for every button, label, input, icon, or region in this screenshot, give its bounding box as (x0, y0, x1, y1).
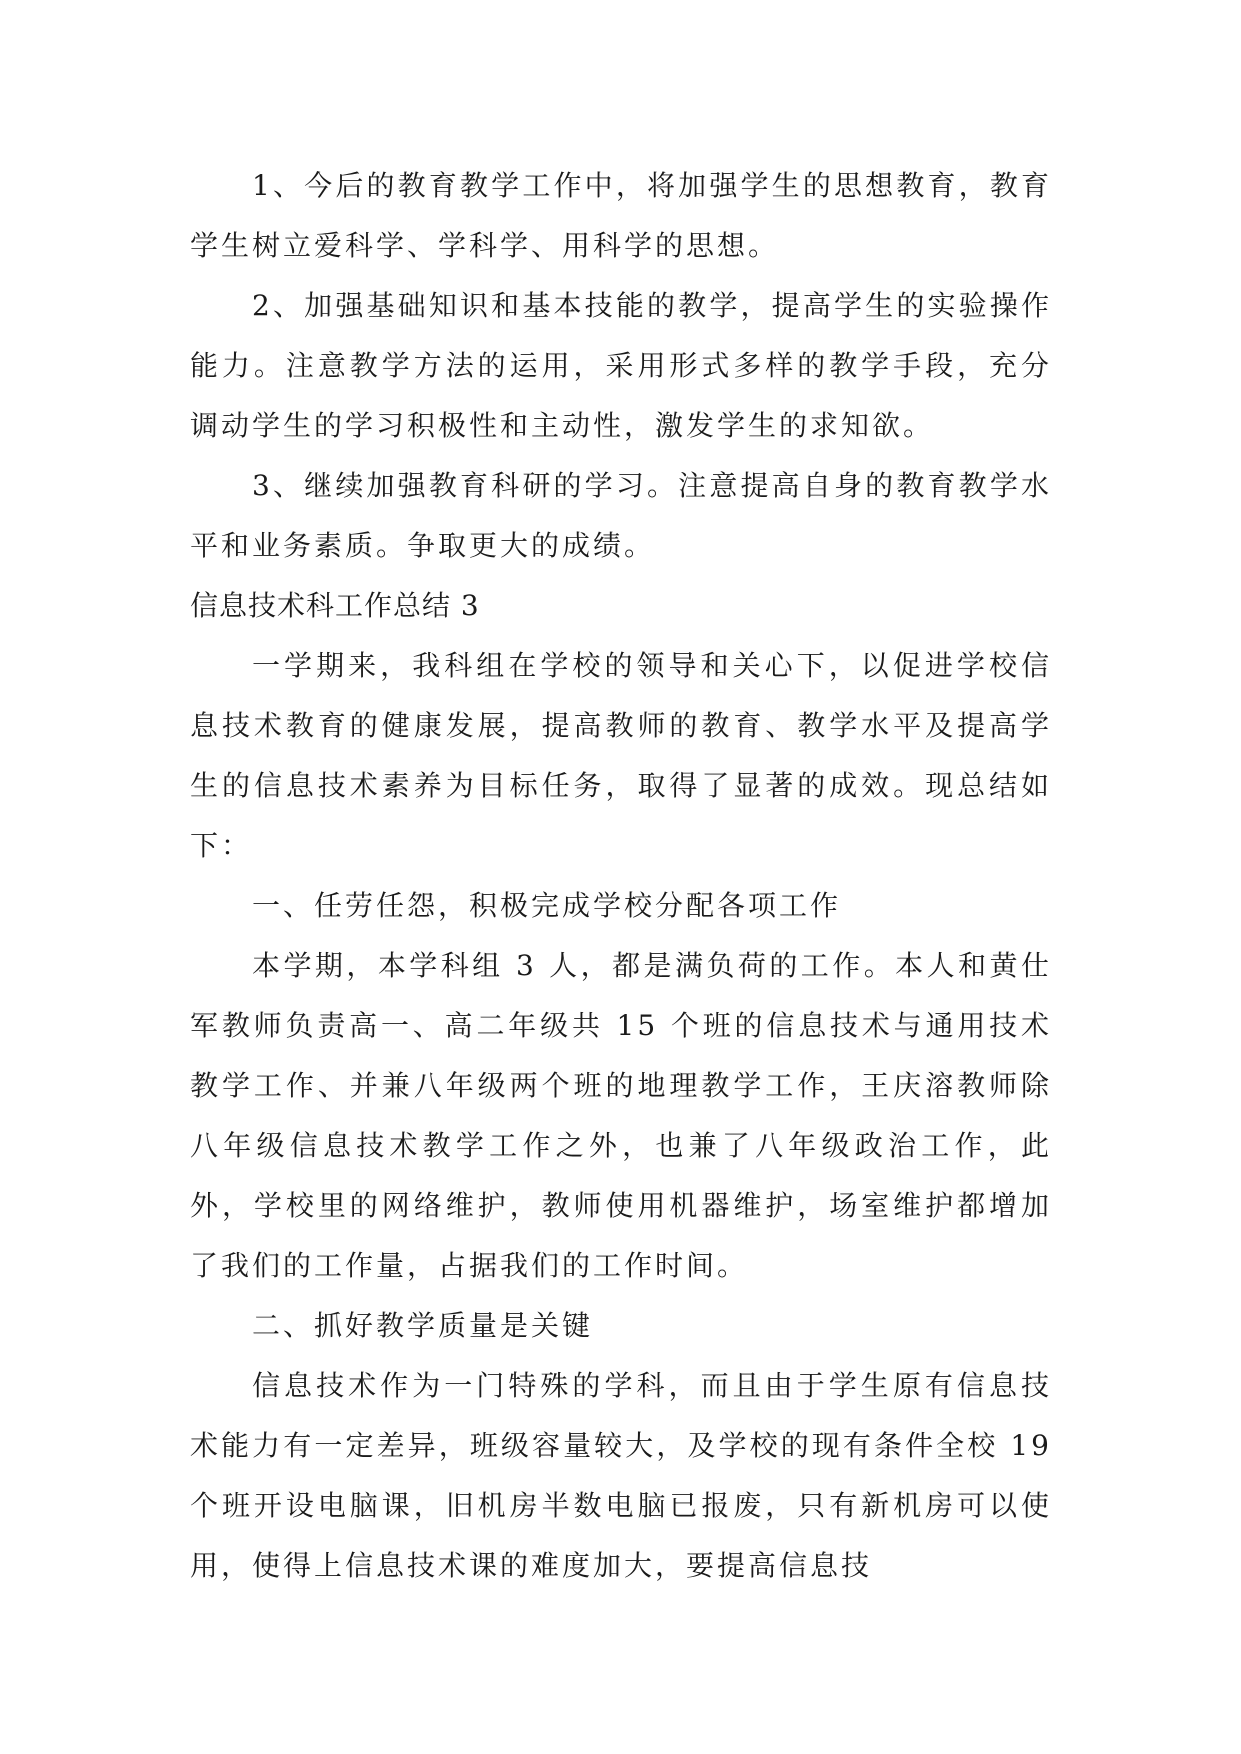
paragraph-1: 1、今后的教育教学工作中，将加强学生的思想教育，教育学生树立爱科学、学科学、用科学的思想。 (190, 169, 1052, 262)
paragraph-2: 2、加强基础知识和基本技能的教学，提高学生的实验操作能力。注意教学方法的运用，采用形式多样的教学手段，充分调动学生的学习积极性和主动性，激发学生的求知欲。 (190, 289, 1052, 442)
paragraph-staffing: 本学期，本学科组 3 人，都是满负荷的工作。本人和黄仕军教师负责高一、高二年级共 15 个班的信息技术与通用技术教学工作、并兼八年级两个班的地理教学工作，王庆溶教师除八年级信息技术教学工作之外，也兼了八年级政治工作，此外，学校里的网络维护，教师使用机器维护，场室维护都增加了我们的工作量，占据我们的工作时间。 (190, 949, 1052, 1282)
paragraph-intro: 一学期来，我科组在学校的领导和关心下，以促进学校信息技术教育的健康发展，提高教师的教育、教学水平及提高学生的信息技术素养为目标任务，取得了显著的成效。现总结如下： (190, 649, 1052, 862)
paragraph-quality: 信息技术作为一门特殊的学科，而且由于学生原有信息技术能力有一定差异，班级容量较大，及学校的现有条件全校 19 个班开设电脑课，旧机房半数电脑已报废，只有新机房可以使用，使得上信息技术课的难度加大，要提高信息技 (190, 1369, 1052, 1582)
document-body (190, 156, 1052, 1596)
subheading-1: 一、任劳任怨，积极完成学校分配各项工作 (252, 889, 842, 922)
subheading-2: 二、抓好教学质量是关键 (252, 1309, 594, 1342)
paragraph-3: 3、继续加强教育科研的学习。注意提高自身的教育教学水平和业务素质。争取更大的成绩。 (190, 469, 1052, 562)
section-title: 信息技术科工作总结 3 (190, 589, 480, 622)
